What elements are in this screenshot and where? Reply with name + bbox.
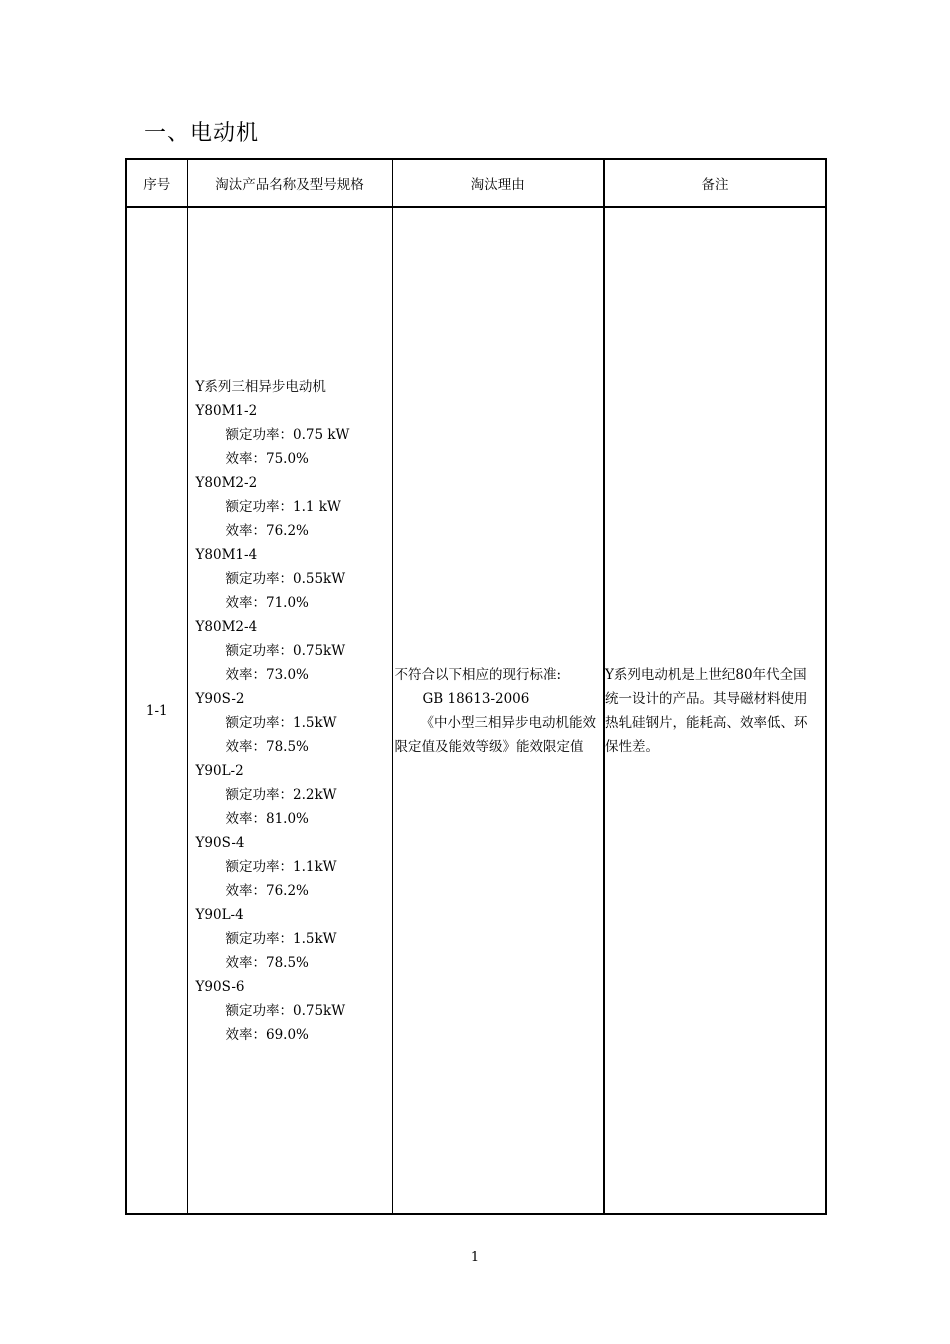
model-efficiency: 效率：78.5% <box>225 738 309 755</box>
reason-intro: 不符合以下相应的现行标准: <box>394 666 562 683</box>
model-name: Y90S-2 <box>195 690 245 707</box>
note-line: Y系列电动机是上世纪80年代全国 <box>605 666 807 683</box>
model-efficiency: 效率：81.0% <box>225 810 309 827</box>
note-line: 统一设计的产品。其导磁材料使用 <box>605 690 808 707</box>
model-efficiency: 效率：76.2% <box>225 522 309 539</box>
model-name: Y90L-4 <box>195 906 244 923</box>
model-name: Y80M1-2 <box>195 402 258 419</box>
page-number: 1 <box>470 1250 480 1265</box>
model-name: Y90L-2 <box>195 762 244 779</box>
model-efficiency: 效率：71.0% <box>225 594 309 611</box>
model-power: 额定功率：1.5kW <box>225 714 337 731</box>
table-header-row <box>126 159 826 207</box>
model-power: 额定功率：2.2kW <box>225 786 337 803</box>
header-product: 淘汰产品名称及型号规格 <box>187 159 392 207</box>
note-line: 保性差。 <box>605 738 659 755</box>
table-row <box>126 207 826 1214</box>
model-name: Y80M1-4 <box>195 546 258 563</box>
header-note: 备注 <box>604 159 826 207</box>
eliminated-products-table <box>125 158 827 1215</box>
model-power: 额定功率：0.75 kW <box>225 426 350 443</box>
note-cell <box>604 207 826 1214</box>
note-line: 热轧硅钢片，能耗高、效率低、环 <box>605 714 808 731</box>
model-efficiency: 效率：73.0% <box>225 666 309 683</box>
model-power: 额定功率：1.1kW <box>225 858 337 875</box>
model-power: 额定功率：1.1 kW <box>225 498 341 515</box>
reason-cell <box>392 207 604 1214</box>
model-efficiency: 效率：78.5% <box>225 954 309 971</box>
model-efficiency: 效率：75.0% <box>225 450 309 467</box>
model-name: Y90S-6 <box>195 978 245 995</box>
model-power: 额定功率：0.75kW <box>225 1002 346 1019</box>
header-reason: 淘汰理由 <box>392 159 604 207</box>
model-efficiency: 效率：69.0% <box>225 1026 309 1043</box>
model-power: 额定功率：0.55kW <box>225 570 346 587</box>
reason-standard-title: 《中小型三相异步电动机能效 <box>420 714 596 731</box>
model-name: Y80M2-2 <box>195 474 258 491</box>
model-efficiency: 效率：76.2% <box>225 882 309 899</box>
model-name: Y90S-4 <box>195 834 245 851</box>
model-name: Y80M2-4 <box>195 618 258 635</box>
model-power: 额定功率：0.75kW <box>225 642 346 659</box>
product-series: Y系列三相异步电动机 <box>195 378 326 395</box>
section-title: 一、电动机 <box>144 121 260 146</box>
header-index: 序号 <box>126 159 187 207</box>
model-power: 额定功率：1.5kW <box>225 930 337 947</box>
product-cell <box>187 207 392 1214</box>
row-index: 1-1 <box>126 207 187 1214</box>
reason-standard-title-cont: 限定值及能效等级》能效限定值 <box>394 738 584 755</box>
reason-standard: GB 18613-2006 <box>422 690 530 707</box>
